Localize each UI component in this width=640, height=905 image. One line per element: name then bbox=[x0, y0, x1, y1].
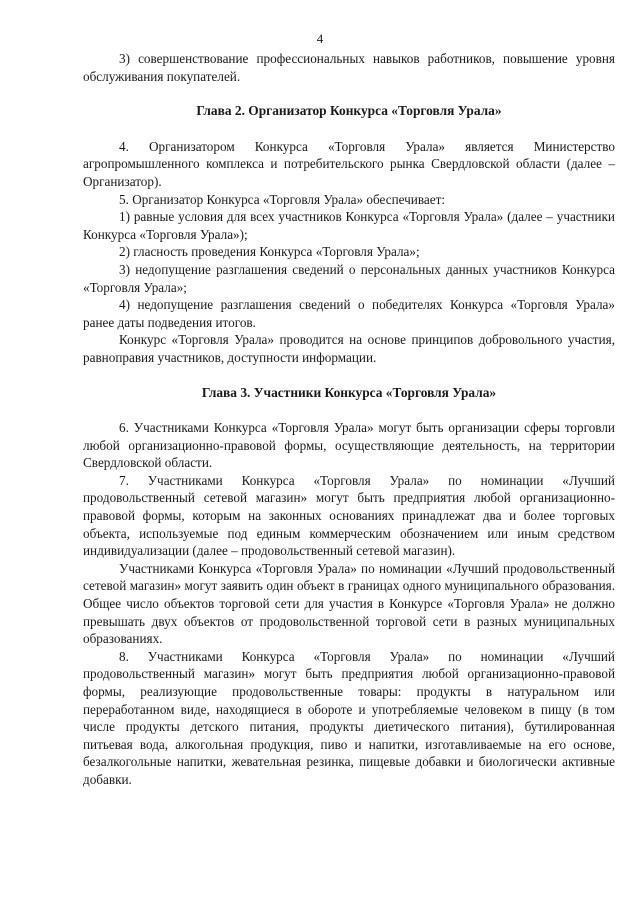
paragraph-5-item-3: 3) недопущение разглашения сведений о персональных данных участников Конкурса «Торговля Урала»; bbox=[83, 261, 615, 295]
paragraph-5-item-4: 4) недопущение разглашения сведений о победителях Конкурса «Торговля Урала» ранее даты подведения итогов. bbox=[83, 297, 615, 330]
document-body bbox=[83, 50, 615, 789]
paragraph-7: 7. Участниками Конкурса «Торговля Урала» по номинации «Лучший продовольственный сетевой магазин» могут быть предприятия любой организационно-правовой формы, которым на законных основаниях принадлежат два и более торговых объекта, используемые под единым коммерческим обозначением или иным средством индивидуализации (далее – продовольственный сетевой магазин). bbox=[83, 472, 615, 559]
paragraph-item-3: 3) совершенствование профессиональных навыков работников, повышение уровня обслуживания покупателей. bbox=[83, 51, 615, 84]
paragraph-8: 8. Участниками Конкурса «Торговля Урала» по номинации «Лучший продовольственный магазин» могут быть предприятия любой организационно-правовой формы, реализующие продовольственные товары: продукты в натуральном или переработанном виде, находящиеся в обороте и употребляемые человеком в пищу (в том числе продукты детского питания, продукты диетического питания), бутилированная питьевая вода, алкогольная продукция, пиво и напитки, изготавливаемые на его основе, безалкогольные напитки, жевательная резинка, пищевые добавки и биологически активные добавки. bbox=[83, 648, 615, 787]
chapter-2-heading: Глава 2. Организатор Конкурса «Торговля Урала» bbox=[196, 103, 502, 119]
paragraph-7-continued: Участниками Конкурса «Торговля Урала» по номинации «Лучший продовольственный сетевой магазин» могут заявить один объект в границах одного муниципального образования. Общее число объектов торговой сети для участия в Конкурсе «Торговля Урала» не должно превышать двух объектов от продовольственной торговой сети в разных муниципальных образованиях. bbox=[83, 560, 615, 647]
paragraph-4: 4. Организатором Конкурса «Торговля Урала» является Министерство агропромышленного комплекса и потребительского рынка Свердловской области (далее – Организатор). bbox=[83, 138, 615, 189]
page-number: 4 bbox=[316, 31, 324, 46]
paragraph-principles: Конкурс «Торговля Урала» проводится на основе принципов добровольного участия, равноправия участников, доступности информации. bbox=[83, 332, 615, 365]
paragraph-5-item-1: 1) равные условия для всех участников Конкурса «Торговля Урала» (далее – участники Конкурса «Торговля Урала»); bbox=[83, 209, 615, 242]
chapter-3-heading: Глава 3. Участники Конкурса «Торговля Урала» bbox=[201, 384, 497, 400]
paragraph-5-item-2: 2) гласность проведения Конкурса «Торговля Урала»; bbox=[119, 244, 420, 260]
paragraph-5: 5. Организатор Конкурса «Торговля Урала» обеспечивает: bbox=[119, 191, 446, 207]
chapter-3-section bbox=[83, 419, 615, 788]
paragraph-6: 6. Участниками Конкурса «Торговля Урала» могут быть организации сферы торговли любой организационно-правовой формы, осуществляющие деятельность, на территории Свердловской области. bbox=[83, 420, 615, 471]
chapter-2-section bbox=[83, 138, 615, 367]
